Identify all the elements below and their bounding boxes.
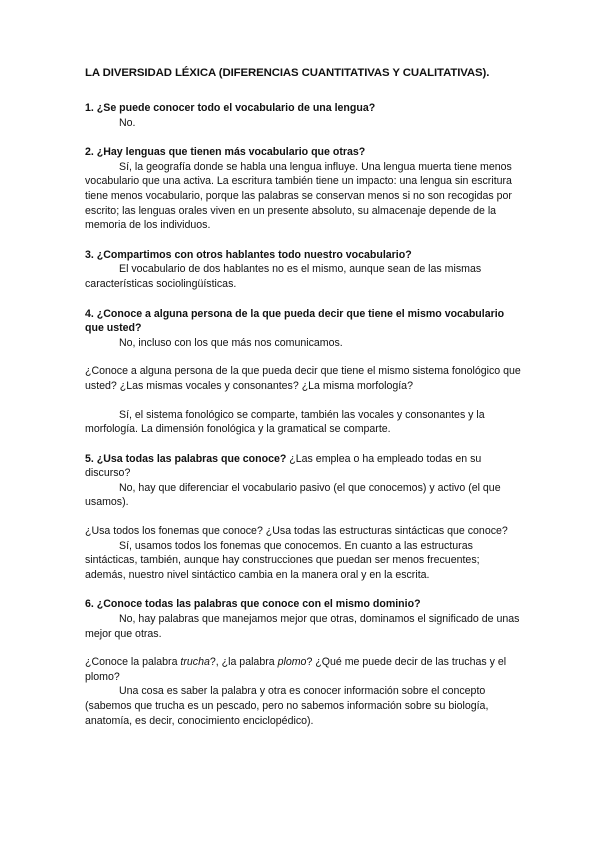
question-2: 2. ¿Hay lenguas que tienen más vocabulario que otras? [85,146,366,159]
sub-answer-6: Una cosa es saber la palabra y otra es conocer información sobre el concepto (sabemos que trucha es un pescado, pero no sabemos información sobre su biología, anatomía, es decir, conocimiento enciclopédico). [85,685,489,727]
sub-question-6-part3: ? ¿Qué me puede decir de las truchas y el plomo? [85,656,507,683]
question-4: 4. ¿Conoce a alguna persona de la que pueda decir que tiene el mismo vocabulario que usted? [85,307,505,335]
section-q6 [85,597,522,728]
word-plomo: plomo [277,656,307,669]
question-5-rest: ¿Las emplea o ha empleado todas en su discurso? [85,452,482,480]
question-3: 3. ¿Compartimos con otros hablantes todo nuestro vocabulario? [85,248,412,261]
question-6: 6. ¿Conoce todas las palabras que conoce con el mismo dominio? [85,598,421,611]
answer-1: No. [119,116,136,129]
word-trucha: trucha [180,656,210,669]
question-5-bold: 5. ¿Usa todas las palabras que conoce? [85,452,287,465]
sub-question-6-part2: ?, ¿la palabra [209,656,278,669]
answer-3: El vocabulario de dos hablantes no es el mismo, aunque sean de las mismas características sociolingüísticas. [85,263,482,290]
question-5 [85,452,522,481]
section-q3 [85,248,522,292]
document-title: LA DIVERSIDAD LÉXICA (DIFERENCIAS CUANTITATIVAS Y CUALITATIVAS). [85,67,490,79]
sub-answer-5: Sí, usamos todos los fonemas que conocemos. En cuanto a las estructuras sintácticas, también, aunque hay construcciones que puedan ser menos frecuentes; además, nuestro nivel sintáctico cambia en la manera oral y en la escrita. [85,539,480,581]
sub-question-6-part1: ¿Conoce la palabra [85,656,181,669]
sub-answer-4: Sí, el sistema fonológico se comparte, también las vocales y consonantes y la morfología. La dimensión fonológica y la gramatical se comparte. [85,408,485,436]
answer-5: No, hay que diferenciar el vocabulario pasivo (el que conocemos) y activo (el que usamos). [85,481,501,509]
section-q1 [85,101,522,130]
section-q5 [85,452,522,583]
answer-2: Sí, la geografía donde se habla una lengua influye. Una lengua muerta tiene menos vocabulario que una activa. La escritura también tiene un impacto: una lengua sin escritura tiene menos vocabulario, porque las palabras se conservan menos si no son recogidas por escrito; las lenguas orales viven en un presente absoluto, su almacenaje depende de la memoria de los individuos. [85,160,512,232]
sub-question-5: ¿Usa todos los fonemas que conoce? ¿Usa todas las estructuras sintácticas que conoce? [85,525,508,538]
answer-6: No, hay palabras que manejamos mejor que otras, dominamos el significado de unas mejor que otras. [85,613,520,640]
question-1: 1. ¿Se puede conocer todo el vocabulario de una lengua? [85,102,376,114]
section-q2 [85,145,522,233]
sub-question-4: ¿Conoce a alguna persona de la que pueda decir que tiene el mismo sistema fonológico que usted? ¿Las mismas vocales y consonantes? ¿La misma morfología? [85,365,521,392]
section-q4 [85,307,522,437]
sub-question-6 [85,655,522,684]
answer-4: No, incluso con los que más nos comunicamos. [119,336,343,349]
